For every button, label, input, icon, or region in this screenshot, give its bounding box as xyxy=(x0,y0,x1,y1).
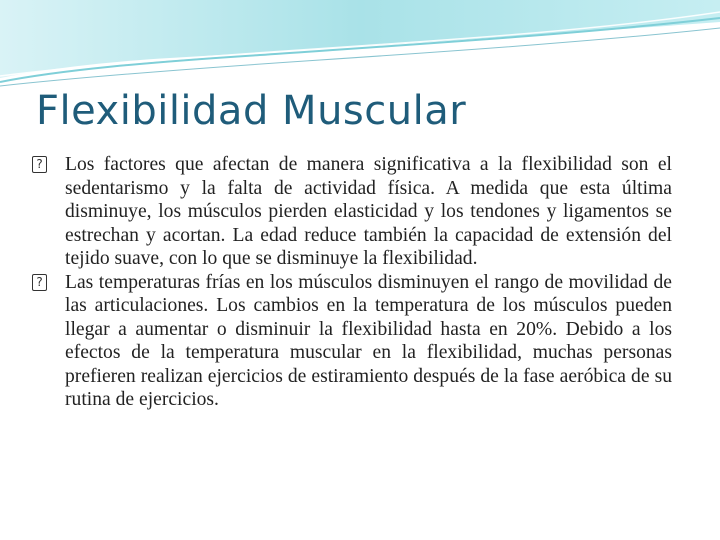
decorative-header-waves xyxy=(0,0,720,90)
bullet-item xyxy=(30,271,672,412)
bullet-item xyxy=(30,153,672,271)
bullet-marker-icon: ? xyxy=(32,274,47,291)
bullet-text: Los factores que afectan de manera significativa a la flexibilidad son el sedentarismo y la falta de actividad física. A medida que esta última disminuye, los músculos pierden elasticidad y los tendones y ligamentos se estrechan y acortan. La edad reduce también la capacidad de extensión del tejido suave, con lo que se disminuye la flexibilidad. xyxy=(65,154,672,269)
slide-content xyxy=(30,153,672,412)
bullet-marker-icon: ? xyxy=(32,156,47,173)
slide-title: Flexibilidad Muscular xyxy=(36,88,467,134)
bullet-text: Las temperaturas frías en los músculos disminuyen el rango de movilidad de las articulaciones. Los cambios en la temperatura de los músculos pueden llegar a aumentar o disminuir la flexibilidad hasta en 20%. Debido a los efectos de la temperatura muscular en la flexibilidad, muchas personas prefieren realizan ejercicios de estiramiento después de la fase aeróbica de su rutina de ejercicios. xyxy=(65,271,672,410)
